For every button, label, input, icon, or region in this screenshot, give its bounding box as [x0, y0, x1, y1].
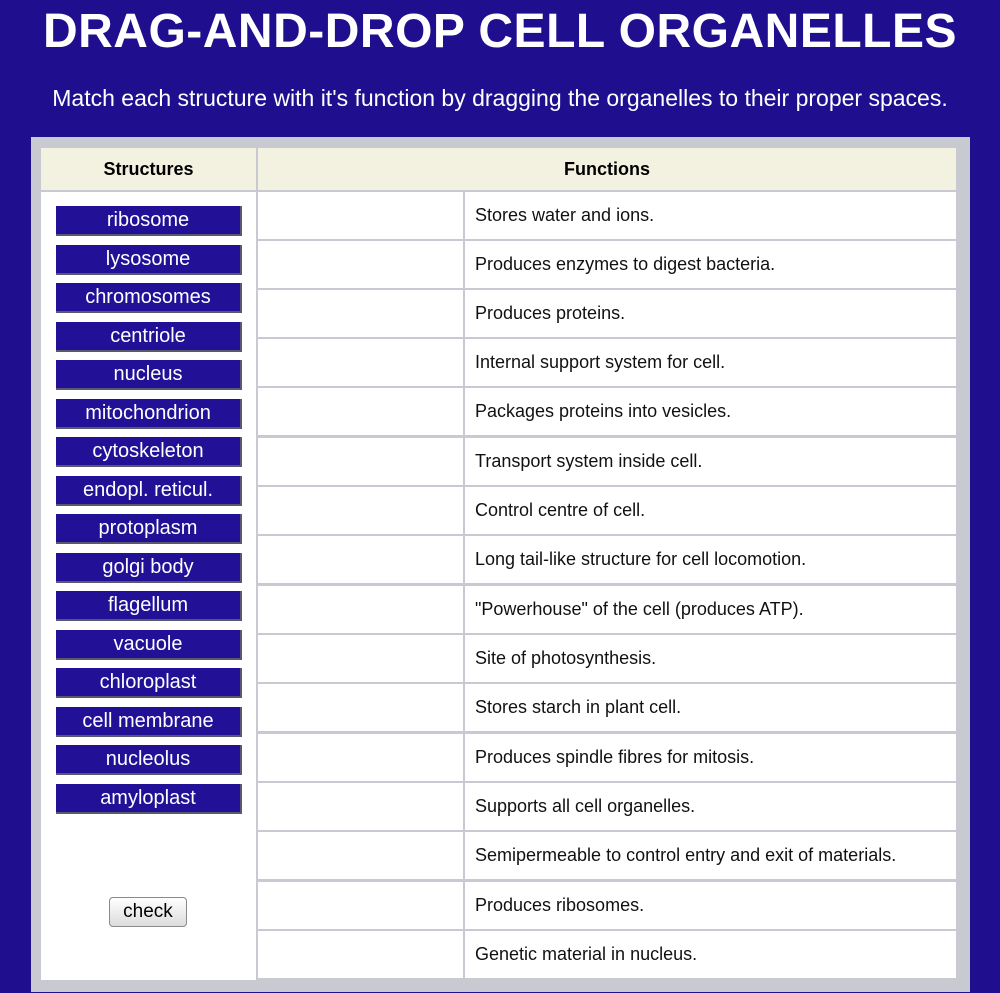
function-text: Stores starch in plant cell.: [465, 684, 956, 731]
function-text: Supports all cell organelles.: [465, 783, 956, 830]
drop-zone[interactable]: [258, 586, 463, 633]
function-row: [258, 635, 956, 682]
drop-zone[interactable]: [258, 931, 463, 978]
function-row: [258, 882, 956, 929]
drop-zone[interactable]: [258, 832, 463, 879]
function-text: Stores water and ions.: [465, 192, 956, 239]
function-text: Transport system inside cell.: [465, 438, 956, 485]
function-row: [258, 388, 956, 435]
function-row: [258, 586, 956, 633]
function-text: Genetic material in nucleus.: [465, 931, 956, 978]
drop-zone[interactable]: [258, 882, 463, 929]
function-row: [258, 438, 956, 485]
drop-zone[interactable]: [258, 192, 463, 239]
organelle-tile-nucleus[interactable]: nucleus: [56, 360, 242, 390]
drop-zone[interactable]: [258, 388, 463, 435]
function-row: [258, 684, 956, 731]
function-row: [258, 931, 956, 978]
function-text: Semipermeable to control entry and exit of materials.: [465, 832, 956, 879]
organelle-tile-flagellum[interactable]: flagellum: [56, 591, 242, 621]
organelle-tile-golgi-body[interactable]: golgi body: [56, 553, 242, 583]
organelle-tile-chloroplast[interactable]: chloroplast: [56, 668, 242, 698]
check-button[interactable]: check: [109, 897, 187, 927]
function-text: Packages proteins into vesicles.: [465, 388, 956, 435]
functions-header: Functions: [258, 148, 956, 190]
organelle-tile-cell-membrane[interactable]: cell membrane: [56, 707, 242, 737]
organelle-tile-endoplasmic-reticulum[interactable]: endopl. reticul.: [56, 476, 242, 506]
function-text: "Powerhouse" of the cell (produces ATP).: [465, 586, 956, 633]
organelle-tile-nucleolus[interactable]: nucleolus: [56, 745, 242, 775]
organelle-tile-lysosome[interactable]: lysosome: [56, 245, 242, 275]
function-text: Produces ribosomes.: [465, 882, 956, 929]
drop-zone[interactable]: [258, 734, 463, 781]
function-text: Internal support system for cell.: [465, 339, 956, 386]
function-text: Produces proteins.: [465, 290, 956, 337]
organelle-tile-amyloplast[interactable]: amyloplast: [56, 784, 242, 814]
function-row: [258, 487, 956, 534]
drop-zone[interactable]: [258, 684, 463, 731]
organelle-tile-centriole[interactable]: centriole: [56, 322, 242, 352]
organelle-tile-ribosome[interactable]: ribosome: [56, 206, 242, 236]
function-row: [258, 536, 956, 583]
structures-column: [41, 192, 256, 980]
page-instructions: Match each structure with it's function by dragging the organelles to their proper spaces.: [52, 85, 948, 111]
page-title: DRAG-AND-DROP CELL ORGANELLES: [42, 5, 958, 58]
function-text: Site of photosynthesis.: [465, 635, 956, 682]
drop-zone[interactable]: [258, 241, 463, 288]
function-row: [258, 241, 956, 288]
function-text: Produces spindle fibres for mitosis.: [465, 734, 956, 781]
organelle-tile-vacuole[interactable]: vacuole: [56, 630, 242, 660]
drop-zone[interactable]: [258, 438, 463, 485]
organelle-tile-mitochondrion[interactable]: mitochondrion: [56, 399, 242, 429]
function-text: Produces enzymes to digest bacteria.: [465, 241, 956, 288]
organelle-tile-chromosomes[interactable]: chromosomes: [56, 283, 242, 313]
drop-zone[interactable]: [258, 536, 463, 583]
organelle-tile-cytoskeleton[interactable]: cytoskeleton: [56, 437, 242, 467]
organelle-tile-protoplasm[interactable]: protoplasm: [56, 514, 242, 544]
function-row: [258, 339, 956, 386]
function-row: [258, 192, 956, 239]
function-row: [258, 290, 956, 337]
drop-zone[interactable]: [258, 783, 463, 830]
function-row: [258, 734, 956, 781]
drop-zone[interactable]: [258, 339, 463, 386]
function-row: [258, 783, 956, 830]
function-text: Long tail-like structure for cell locomotion.: [465, 536, 956, 583]
function-row: [258, 832, 956, 879]
drop-zone[interactable]: [258, 635, 463, 682]
drop-zone[interactable]: [258, 290, 463, 337]
drop-zone[interactable]: [258, 487, 463, 534]
structures-header: Structures: [41, 148, 256, 190]
function-text: Control centre of cell.: [465, 487, 956, 534]
